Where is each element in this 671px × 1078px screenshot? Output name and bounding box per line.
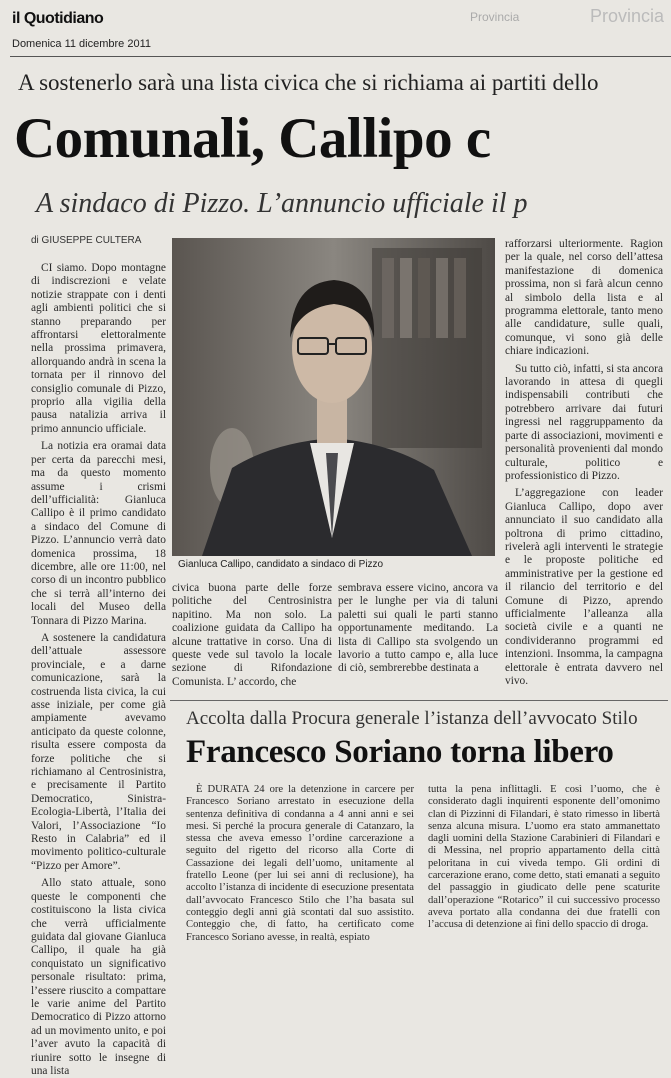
photo-caption: Gianluca Callipo, candidato a sindaco di Pizzo [178, 559, 384, 570]
byline: di GIUSEPPE CULTERA [31, 235, 142, 246]
second-article-column-2 [428, 784, 660, 960]
article-column-1 [31, 262, 166, 1077]
paragraph: sembrava essere vicino, ancora va per le lunghe per via di taluni paletti sui quali le parti stanno opportunamente meditando. La lista di Callipo sta svolgendo un lavorio a tutto campo e, alla luce di ciò, sembrerebbe destinata a [338, 582, 498, 675]
article-headline: Comunali, Callipo c [14, 107, 491, 170]
article-column-2 [172, 582, 332, 694]
dateline: Domenica 11 dicembre 2011 [12, 38, 152, 50]
section-label-large: Provincia [590, 6, 665, 26]
article-column-4 [505, 238, 663, 694]
paragraph: L’aggregazione con leader Gianluca Callipo, dopo aver annunciato il suo candidato alla poltrona di primo cittadino, rivelerà agli interventi le strategie e le proposte politiche ed amministrative per la gestione ed il rilancio del territorio e del Comune di Pizzo, aprendo ufficialmente l’alleanza alla società civile e a quanti ne condivideranno programmi ed intenzioni. Insomma, la campagna elettorale è entrata davvero nel vivo. [505, 487, 663, 687]
paragraph: CI siamo. Dopo montagne di indiscrezioni e velate notizie strappate con i denti agli ambienti politici che si stanno preparando per affrontarsi elettoralmente nella prossima primavera, allorquando andrà in scena la tornata per il rinnovo del consiglio comunale di Pizzo, proprio alla vigilia della pausa natalizia arriva il primo annuncio ufficiale. [31, 262, 166, 435]
person-photo-drawing [172, 238, 495, 556]
second-article-headline: Francesco Soriano torna libero [186, 734, 614, 770]
paragraph: Allo stato attuale, sono queste le componenti che costituiscono la lista civica che verrà ufficialmente guidata dal giovane Gianluca Callipo, il quale ha già conquistato un significativo personale risultato: prima, l’essere riuscito a compattare le varie anime del Partito Democratico di Pizzo attorno ad un movimento unito, e poi l’aver avuto la capacità di riunire sotto le insegne di una lista [31, 877, 166, 1077]
masthead-title: il Quotidiano [12, 10, 104, 27]
article-subhead: A sindaco di Pizzo. L’annuncio ufficiale il p [36, 188, 528, 219]
paragraph: civica buona parte delle forze politiche del Centrosinistra napitino. Ma non solo. La coalizione guidata da Callipo ha alcune trattative in corso. Una di queste vede sul tavolo la locale sezione di Rifondazione Comunista. L’ accordo, che [172, 582, 332, 688]
second-article-column-1 [186, 784, 414, 960]
paragraph: A sostenere la candidatura dell’attuale assessore provinciale, e a darne comunicazione, sarà la costruenda lista civica, la cui asse iniziale, per come già ampiamente avevamo anticipato da queste colonne, risulta essere composta da forze politiche che si richiamano al Centrosinistra, e precisamente il Partito Democratico, Sinistra-Ecologia-Libertà, l’Italia dei Valori, l’Associazione “Io Resto in Calabria” ed il movimento politico-culturale “Pizzo per Amore”. [31, 631, 166, 872]
section-label: Provincia [470, 10, 520, 24]
second-article-kicker: Accolta dalla Procura generale l’istanza dell’avvocato Stilo [186, 708, 638, 729]
paragraph: È DURATA 24 ore la detenzione in carcere per Francesco Soriano arrestato in esecuzione della sentenza definitiva di condanna a 4 anni anni e sei mesi. Si perché la procura generale di Catanzaro, la stessa che aveva emesso l’ordine carcerazione a seguito del rigetto del ricorso alla Corte di Cassazione dei legali dell’uomo, unitamente al fratello Leone (per lui sei anni di reclusione), ha accolto l’istanza di incidente di esecuzione presentata dall’avvocato Francesco Stilo che l’ha basata sul conteggio degli anni già scontati dal suo assistito. Conteggio che, di fatto, ha certificato come Francesco Soriano avesse, in realtà, espiato [186, 784, 414, 943]
paragraph: tutta la pena inflittagli. E così l’uomo, che è considerato dagli inquirenti esponente dell’omonimo clan di Pizzinni di Filandari, è stato rimesso in libertà senza alcuna misura. L’uomo era stato ammanettato dagli uomini della Stazione Carabinieri di Filandari e di Messina, nel proprio appartamento della città peloritana in cui viveda tempo. Gli ordini di carcerazione erano, come detto, stati emanati a seguito del passaggio in giudicato delle pene scaturite dall’operazione “Rotarico” il cui successivo processo aveva portato alla condanna dei due fratelli con l’accusa di detenzione ai fini dello spaccio di droga. [428, 784, 660, 931]
paragraph: Su tutto ciò, infatti, si sta ancora lavorando in attesa di quegli indispensabili contributi che potrebbero arrivare dai futuri ingressi nel raggruppamento da parte di associazioni, movimenti e personalità provenienti dal mondo culturale, politico e professionistico di Pizzo. [505, 362, 663, 482]
paragraph: rafforzarsi ulteriormente. Ragion per la quale, nel corso dell’attesa manifestazione di domenica prossima, non si farà alcun cenno al simbolo della lista e al programma elettorale, tanto meno alle candidature, sulle quali, comunque, vi sono già delle chiare indicazioni. [505, 238, 663, 358]
header-rule [10, 56, 671, 57]
article-column-3 [338, 582, 498, 694]
article-kicker: A sostenerlo sarà una lista civica che si richiama ai partiti dello [18, 70, 599, 95]
person-photo [172, 238, 495, 556]
paragraph: La notizia era oramai data per certa da parecchi mesi, ma da questo momento assume i crismi dell’ufficialità: Gianluca Callipo è il primo candidato a sindaco del Comune di Pizzo. L’annuncio verrà dato domenica prossima, 18 dicembre, alle ore 11:00, nel corso di un incontro pubblico che si terrà all’interno dei locali del Museo della Tonnara di Pizzo Marina. [31, 440, 166, 627]
